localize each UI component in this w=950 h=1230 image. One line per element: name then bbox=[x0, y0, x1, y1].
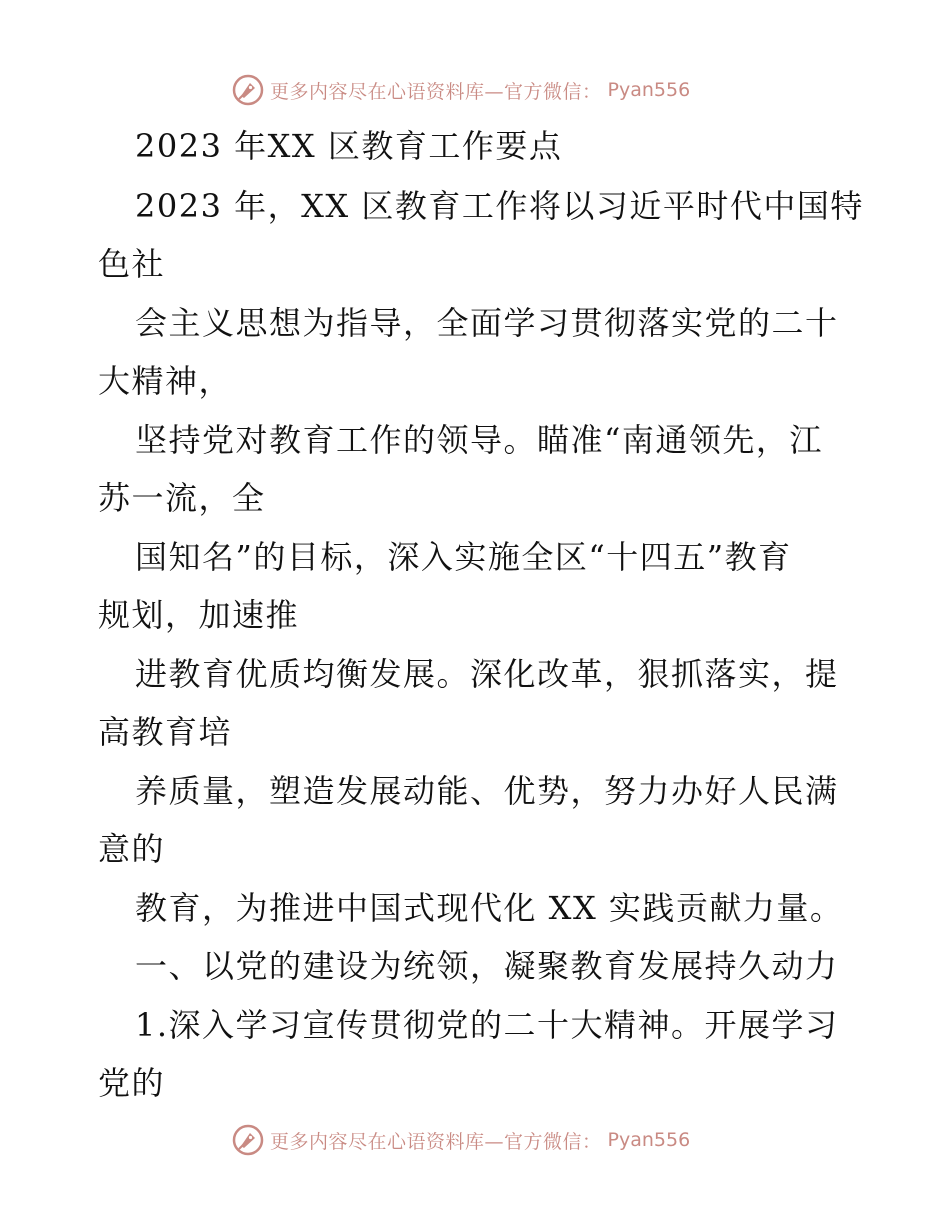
paragraph-line: 意的 bbox=[98, 830, 166, 868]
paragraph-line: 2023 年，XX 区教育工作将以习近平时代中国特 bbox=[135, 187, 864, 225]
pen-nib-logo-icon bbox=[232, 1124, 264, 1156]
paragraph-line: 教育，为推进中国式现代化 XX 实践贡献力量。 bbox=[135, 889, 844, 927]
watermark-text: 更多内容尽在心语资料库—官方微信： bbox=[270, 80, 602, 103]
watermark-wechat-id: Pyan556 bbox=[607, 1129, 691, 1151]
paragraph-line: 色社 bbox=[98, 245, 166, 283]
paragraph-line: 高教育培 bbox=[98, 713, 233, 751]
document-title: 2023 年XX 区教育工作要点 bbox=[135, 127, 563, 165]
footer-watermark bbox=[232, 1122, 690, 1158]
paragraph-line: 进教育优质均衡发展。深化改革，狠抓落实，提 bbox=[135, 655, 839, 693]
paragraph-line: 1.深入学习宣传贯彻党的二十大精神。开展学习 bbox=[135, 1006, 839, 1044]
header-watermark bbox=[232, 72, 690, 108]
paragraph-line: 规划，加速推 bbox=[98, 596, 300, 634]
paragraph-line: 会主义思想为指导，全面学习贯彻落实党的二十 bbox=[135, 304, 839, 342]
paragraph-line: 国知名”的目标，深入实施全区“十四五”教育 bbox=[135, 538, 792, 576]
paragraph-line: 坚持党对教育工作的领导。瞄准“南通领先，江 bbox=[135, 421, 823, 459]
paragraph-line: 苏一流，全 bbox=[98, 479, 266, 517]
paragraph-line: 党的 bbox=[98, 1064, 166, 1102]
paragraph-line: 养质量，塑造发展动能、优势，努力办好人民满 bbox=[135, 772, 839, 810]
watermark-text: 更多内容尽在心语资料库—官方微信： bbox=[270, 1130, 602, 1153]
watermark-wechat-id: Pyan556 bbox=[607, 79, 691, 101]
section-heading: 一、以党的建设为统领，凝聚教育发展持久动力 bbox=[135, 947, 839, 985]
paragraph-line: 大精神， bbox=[98, 362, 233, 400]
pen-nib-logo-icon bbox=[232, 74, 264, 106]
